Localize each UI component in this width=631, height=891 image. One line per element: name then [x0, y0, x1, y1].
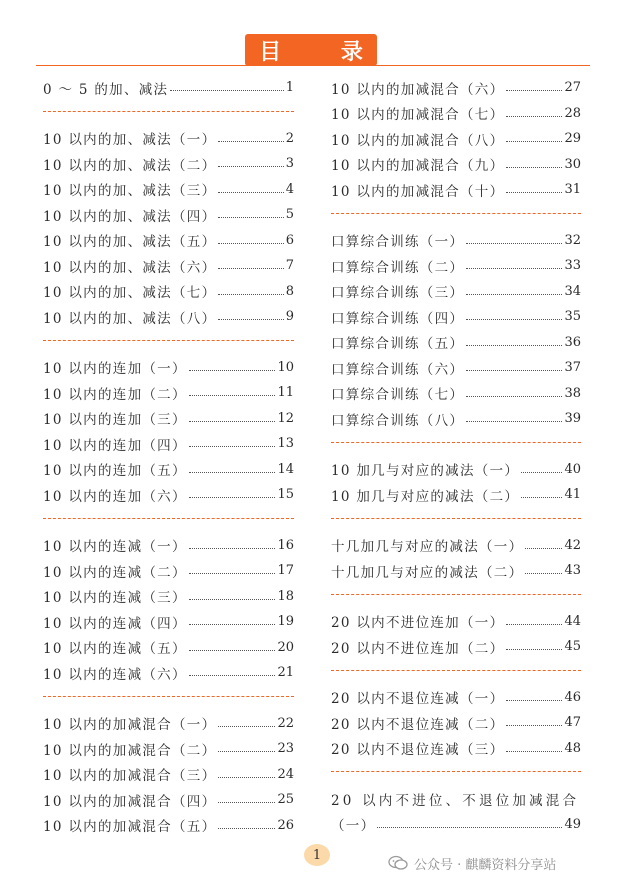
- dot-leader: [218, 166, 283, 167]
- toc-section: [331, 457, 581, 508]
- toc-entry[interactable]: [43, 380, 294, 406]
- toc-entry[interactable]: [43, 558, 294, 584]
- toc-entry[interactable]: [43, 482, 294, 508]
- toc-entry-page-number: 1: [285, 80, 294, 96]
- toc-entry-page-number: 38: [564, 385, 581, 401]
- dot-leader: [466, 345, 562, 346]
- wechat-watermark: [388, 852, 556, 874]
- toc-section: [43, 75, 294, 101]
- toc-entry-label: 10 以内的连减（四）: [43, 615, 187, 632]
- toc-entry[interactable]: [331, 101, 581, 127]
- toc-entry[interactable]: [331, 533, 581, 559]
- toc-entry[interactable]: [331, 609, 581, 635]
- toc-entry-label: 口算综合训练（七）: [331, 387, 465, 404]
- dot-leader: [189, 548, 276, 549]
- toc-entry[interactable]: [331, 634, 581, 660]
- section-divider: [43, 340, 294, 341]
- toc-entry-label: 10 以内的连减（三）: [43, 590, 187, 607]
- dot-leader: [525, 548, 562, 549]
- dot-leader: [189, 472, 276, 473]
- toc-entry-label: 口算综合训练（三）: [331, 285, 465, 302]
- toc-entry-label: 20 以内不退位连减（三）: [331, 742, 505, 759]
- toc-entry[interactable]: [43, 151, 294, 177]
- dot-leader: [466, 396, 562, 397]
- dot-leader: [506, 141, 562, 142]
- toc-entry[interactable]: [331, 330, 581, 356]
- toc-entry[interactable]: [331, 812, 581, 838]
- toc-entry-label: 10 以内的连减（一）: [43, 539, 187, 556]
- toc-entry-page-number: 6: [285, 232, 294, 248]
- toc-entry-label: 10 以内的加减混合（三）: [43, 768, 217, 785]
- toc-entry-label: 10 以内的连加（四）: [43, 437, 187, 454]
- toc-entry-page-number: 42: [564, 537, 581, 553]
- toc-entry[interactable]: [331, 253, 581, 279]
- toc-entry[interactable]: [331, 558, 581, 584]
- toc-entry-page-number: 19: [277, 614, 294, 630]
- toc-entry-label: （一）: [331, 818, 376, 835]
- toc-entry-page-number: 15: [277, 487, 294, 503]
- toc-entry-label: 10 以内的加减混合（六）: [331, 81, 505, 98]
- toc-right-column: [331, 75, 581, 837]
- section-divider: [331, 518, 581, 519]
- toc-entry-label: 10 以内的加、减法（五）: [43, 234, 217, 251]
- toc-entry-label: 10 以内的加减混合（八）: [331, 132, 505, 149]
- toc-entry-label: 10 以内的加、减法（六）: [43, 259, 217, 276]
- toc-entry-page-number: 30: [564, 156, 581, 172]
- toc-entry-page-number: 5: [285, 207, 294, 223]
- toc-entry[interactable]: [43, 126, 294, 152]
- dot-leader: [506, 116, 562, 117]
- toc-entry-page-number: 45: [564, 639, 581, 655]
- toc-entry[interactable]: [43, 304, 294, 330]
- toc-entry[interactable]: [331, 126, 581, 152]
- toc-entry-label: 20 以内不退位连减（二）: [331, 716, 505, 733]
- dot-leader: [506, 700, 562, 701]
- toc-entry[interactable]: [331, 304, 581, 330]
- dot-leader: [218, 217, 283, 218]
- toc-entry-page-number: 4: [285, 181, 294, 197]
- section-divider: [331, 771, 581, 772]
- toc-entry-label: 口算综合训练（二）: [331, 259, 465, 276]
- toc-entry-label: 10 以内的连加（三）: [43, 412, 187, 429]
- toc-section: [43, 126, 294, 330]
- toc-entry-page-number: 12: [277, 410, 294, 426]
- toc-entry-page-number: 20: [277, 639, 294, 655]
- toc-entry[interactable]: [43, 355, 294, 381]
- toc-entry-page-number: 17: [277, 563, 294, 579]
- toc-entry-page-number: 32: [564, 232, 581, 248]
- toc-entry-page-number: 49: [564, 816, 581, 832]
- toc-entry[interactable]: [331, 406, 581, 432]
- section-divider: [331, 442, 581, 443]
- toc-section: [331, 609, 581, 660]
- dot-leader: [189, 395, 276, 396]
- dot-leader: [189, 446, 276, 447]
- toc-entry[interactable]: [43, 584, 294, 610]
- toc-section: [331, 228, 581, 432]
- toc-entry-label: 10 以内的加减混合（四）: [43, 793, 217, 810]
- toc-entry-page-number: 43: [564, 563, 581, 579]
- toc-entry-page-number: 22: [277, 715, 294, 731]
- dot-leader: [218, 802, 275, 803]
- dot-leader: [218, 828, 275, 829]
- toc-entry-page-number: 33: [564, 258, 581, 274]
- wechat-icon: [388, 855, 408, 871]
- dot-leader: [506, 624, 562, 625]
- toc-entry-page-number: 29: [564, 131, 581, 147]
- toc-entry-label: 10 以内的加减混合（七）: [331, 107, 505, 124]
- toc-entry-label: 10 以内的加、减法（三）: [43, 183, 217, 200]
- toc-entry-page-number: 8: [285, 283, 294, 299]
- toc-entry-label: 10 以内的连加（六）: [43, 488, 187, 505]
- section-divider: [43, 518, 294, 519]
- toc-entry-page-number: 39: [564, 411, 581, 427]
- dot-leader: [466, 243, 562, 244]
- toc-entry-label: 10 以内的加减混合（一）: [43, 717, 217, 734]
- section-divider: [43, 696, 294, 697]
- toc-section: [43, 355, 294, 508]
- dot-leader: [521, 497, 562, 498]
- dot-leader: [189, 573, 276, 574]
- toc-entry-page-number: 11: [277, 385, 294, 401]
- toc-entry-page-number: 40: [564, 461, 581, 477]
- toc-left-column: [43, 75, 294, 838]
- toc-entry[interactable]: [43, 711, 294, 737]
- dot-leader: [466, 421, 562, 422]
- dot-leader: [218, 751, 275, 752]
- toc-entry-label: 10 加几与对应的减法（一）: [331, 463, 520, 480]
- toc-entry-page-number: 28: [564, 105, 581, 121]
- toc-entry-page-number: 21: [277, 665, 294, 681]
- toc-entry[interactable]: [331, 736, 581, 762]
- dot-leader: [521, 472, 562, 473]
- toc-entry[interactable]: [43, 787, 294, 813]
- page-title: 目 录: [259, 39, 389, 65]
- toc-entry[interactable]: [331, 152, 581, 178]
- toc-entry[interactable]: [43, 75, 294, 101]
- dot-leader: [189, 370, 276, 371]
- toc-entry[interactable]: [331, 177, 581, 203]
- toc-entry-page-number: 25: [277, 792, 294, 808]
- dot-leader: [189, 599, 276, 600]
- toc-section: [331, 533, 581, 584]
- toc-entry[interactable]: [43, 431, 294, 457]
- toc-entry-page-number: 3: [285, 156, 294, 172]
- toc-entry[interactable]: [43, 202, 294, 228]
- toc-entry-label: 20 以内不进位连加（二）: [331, 640, 505, 657]
- toc-entry[interactable]: [331, 381, 581, 407]
- toc-entry[interactable]: [43, 457, 294, 483]
- toc-entry-label: 10 以内的连减（五）: [43, 641, 187, 658]
- toc-entry-page-number: 31: [564, 182, 581, 198]
- toc-entry[interactable]: [43, 762, 294, 788]
- toc-entry[interactable]: [331, 75, 581, 101]
- toc-entry[interactable]: [331, 457, 581, 483]
- dot-leader: [218, 141, 283, 142]
- toc-entry-label: 20 以内不进位、不退位加减混合: [331, 792, 580, 809]
- toc-entry[interactable]: [331, 228, 581, 254]
- watermark-text: 公众号 · 麒麟资料分享站: [414, 857, 557, 873]
- dot-leader: [218, 268, 283, 269]
- toc-entry[interactable]: [43, 406, 294, 432]
- toc-entry-label: 0 ～ 5 的加、减法: [43, 81, 169, 98]
- toc-entry-label: 10 以内的加减混合（五）: [43, 819, 217, 836]
- toc-entry-label: 口算综合训练（八）: [331, 412, 465, 429]
- toc-entry-label: 口算综合训练（六）: [331, 361, 465, 378]
- dot-leader: [218, 726, 275, 727]
- toc-entry[interactable]: [43, 253, 294, 279]
- dot-leader: [525, 573, 562, 574]
- toc-entry-label: 10 以内的加、减法（七）: [43, 285, 217, 302]
- dot-leader: [189, 675, 276, 676]
- toc-entry-page-number: 37: [564, 360, 581, 376]
- toc-entry-label: 10 以内的加、减法（四）: [43, 208, 217, 225]
- toc-entry[interactable]: [331, 685, 581, 711]
- toc-entry-label: 10 以内的加、减法（一）: [43, 132, 217, 149]
- toc-entry-page-number: 47: [564, 715, 581, 731]
- dot-leader: [218, 777, 275, 778]
- toc-entry-label: 10 以内的加、减法（八）: [43, 310, 217, 327]
- page-number-badge: [304, 844, 330, 866]
- toc-section: [331, 786, 581, 837]
- page-number: 1: [312, 847, 322, 863]
- toc-entry-label: 10 以内的连加（五）: [43, 463, 187, 480]
- dot-leader: [189, 497, 276, 498]
- dot-leader: [466, 268, 562, 269]
- toc-entry[interactable]: [43, 736, 294, 762]
- toc-entry[interactable]: [43, 279, 294, 305]
- toc-entry-page-number: 34: [564, 283, 581, 299]
- toc-entry-page-number: 18: [277, 588, 294, 604]
- toc-entry[interactable]: [43, 635, 294, 661]
- toc-entry-page-number: 41: [564, 487, 581, 503]
- dot-leader: [466, 370, 562, 371]
- dot-leader: [377, 827, 562, 828]
- toc-entry-page-number: 7: [285, 258, 294, 274]
- section-divider: [331, 670, 581, 671]
- dot-leader: [189, 421, 276, 422]
- toc-entry-label: 10 以内的连加（一）: [43, 361, 187, 378]
- toc-entry-page-number: 36: [564, 334, 581, 350]
- toc-entry[interactable]: [331, 355, 581, 381]
- section-divider: [331, 594, 581, 595]
- dot-leader: [506, 649, 562, 650]
- toc-entry-label: 10 以内的连加（二）: [43, 386, 187, 403]
- toc-entry-label: 口算综合训练（四）: [331, 310, 465, 327]
- toc-entry[interactable]: [331, 786, 581, 812]
- toc-entry-page-number: 27: [564, 80, 581, 96]
- toc-entry[interactable]: [331, 482, 581, 508]
- toc-section: [43, 711, 294, 839]
- toc-entry-page-number: 10: [277, 359, 294, 375]
- section-divider: [331, 213, 581, 214]
- toc-entry-label: 10 以内的加、减法（二）: [43, 157, 217, 174]
- toc-entry-page-number: 46: [564, 689, 581, 705]
- toc-entry[interactable]: [43, 609, 294, 635]
- dot-leader: [506, 192, 562, 193]
- toc-section: [331, 685, 581, 762]
- toc-entry-label: 10 以内的加减混合（二）: [43, 742, 217, 759]
- toc-entry-label: 口算综合训练（五）: [331, 336, 465, 353]
- toc-entry-page-number: 26: [277, 817, 294, 833]
- dot-leader: [218, 192, 283, 193]
- toc-entry-page-number: 23: [277, 741, 294, 757]
- title-underline: [36, 65, 590, 66]
- dot-leader: [189, 624, 276, 625]
- dot-leader: [506, 90, 562, 91]
- toc-entry[interactable]: [331, 710, 581, 736]
- dot-leader: [506, 167, 562, 168]
- toc-entry-label: 10 加几与对应的减法（二）: [331, 488, 520, 505]
- toc-section: [43, 533, 294, 686]
- toc-entry-page-number: 35: [564, 309, 581, 325]
- dot-leader: [218, 243, 283, 244]
- toc-entry[interactable]: [43, 813, 294, 839]
- toc-title-banner: [245, 34, 389, 66]
- toc-entry[interactable]: [43, 660, 294, 686]
- dot-leader: [506, 751, 562, 752]
- dot-leader: [466, 294, 562, 295]
- toc-entry-label: 十几加几与对应的减法（二）: [331, 564, 524, 581]
- toc-entry-label: 10 以内的加减混合（九）: [331, 158, 505, 175]
- toc-entry-page-number: 13: [277, 436, 294, 452]
- toc-entry-page-number: 2: [285, 130, 294, 146]
- dot-leader: [218, 319, 283, 320]
- toc-entry-page-number: 14: [277, 461, 294, 477]
- toc-entry-label: 口算综合训练（一）: [331, 234, 465, 251]
- toc-entry-page-number: 16: [277, 537, 294, 553]
- section-divider: [43, 111, 294, 112]
- toc-entry-page-number: 9: [285, 309, 294, 325]
- dot-leader: [170, 90, 283, 91]
- toc-entry-label: 10 以内的连减（六）: [43, 666, 187, 683]
- toc-entry[interactable]: [43, 533, 294, 559]
- toc-entry[interactable]: [43, 177, 294, 203]
- dot-leader: [189, 650, 276, 651]
- toc-entry[interactable]: [43, 228, 294, 254]
- toc-entry-label: 20 以内不退位连减（一）: [331, 691, 505, 708]
- dot-leader: [218, 294, 283, 295]
- toc-entry-label: 10 以内的加减混合（十）: [331, 183, 505, 200]
- toc-section: [331, 75, 581, 203]
- toc-entry-label: 10 以内的连减（二）: [43, 564, 187, 581]
- toc-entry[interactable]: [331, 279, 581, 305]
- toc-entry-page-number: 24: [277, 766, 294, 782]
- dot-leader: [506, 725, 562, 726]
- dot-leader: [466, 319, 562, 320]
- toc-entry-label: 十几加几与对应的减法（一）: [331, 539, 524, 556]
- toc-entry-label: 20 以内不进位连加（一）: [331, 615, 505, 632]
- toc-entry-page-number: 48: [564, 740, 581, 756]
- toc-entry-page-number: 44: [564, 613, 581, 629]
